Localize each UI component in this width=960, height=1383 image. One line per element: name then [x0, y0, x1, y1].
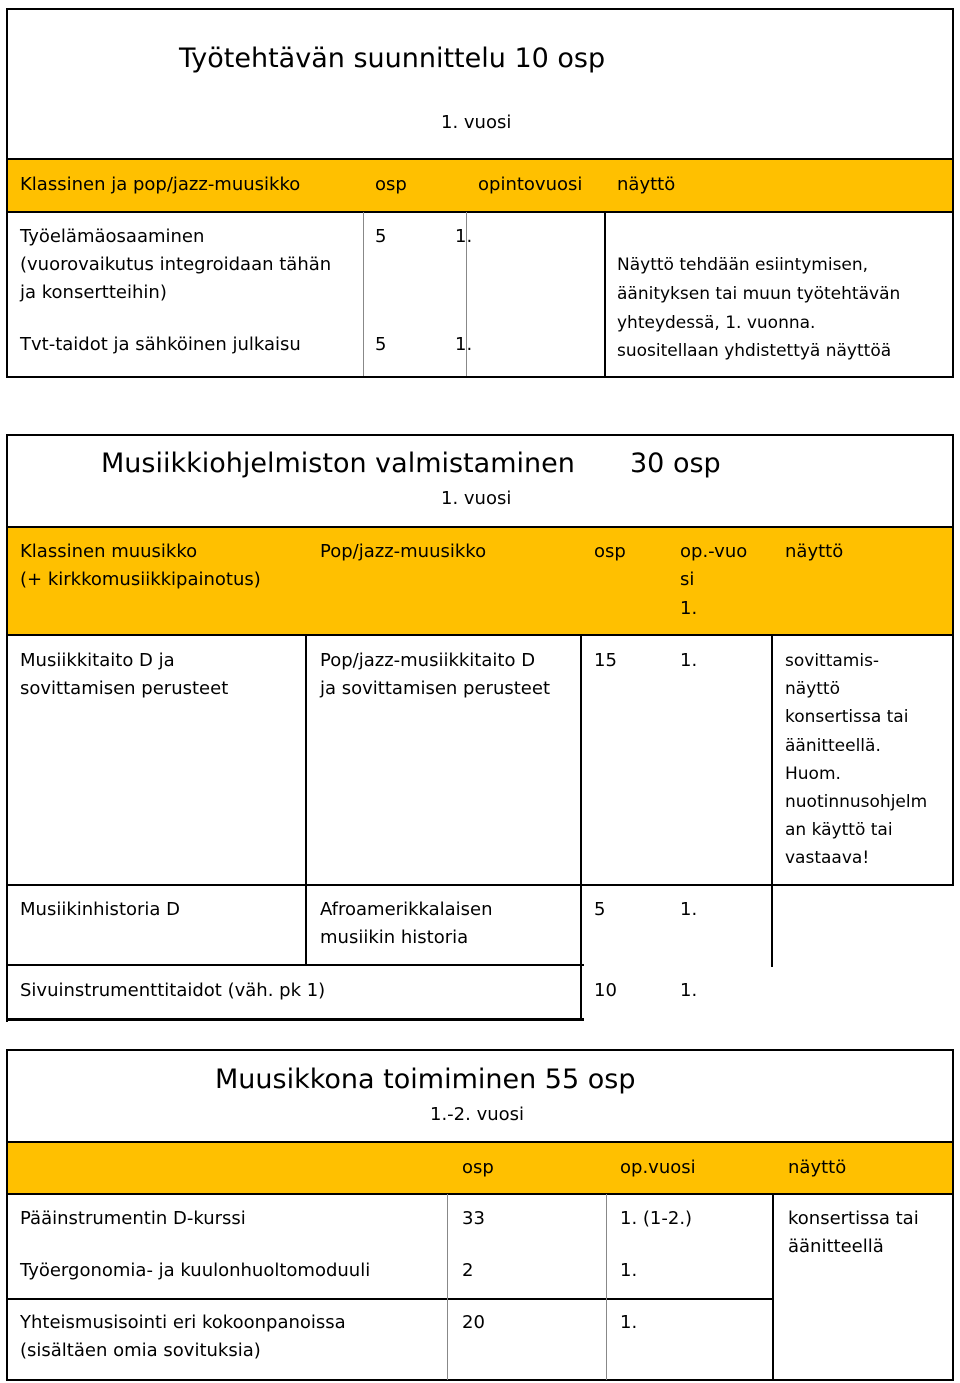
section3-bottom-border — [6, 1379, 954, 1381]
section2-header-col1-2: (+ kirkkomusiikkipainotus) — [20, 569, 261, 590]
section2-bottom-border — [6, 1018, 584, 1021]
section3-col-divider-2 — [606, 1194, 607, 1380]
section2-year: 1. vuosi — [441, 488, 512, 509]
section3-row1-osp: 33 — [462, 1208, 485, 1229]
section2-header-col1-1: Klassinen muusikko — [20, 541, 198, 562]
section1-year: 1. vuosi — [441, 112, 512, 133]
section1-row1-name-1: Työelämäosaaminen — [20, 226, 205, 247]
section1-top-border — [6, 8, 954, 10]
section2-header-bottom-line — [6, 634, 954, 636]
section2-row2-osp: 5 — [594, 899, 606, 920]
section3-row1-year: 1. (1-2.) — [620, 1208, 693, 1229]
section1-header-top-line — [6, 158, 954, 160]
section1-header-col2: osp — [375, 174, 407, 195]
section2-row1-naytto-5: Huom. — [785, 764, 841, 784]
section2-right-border — [952, 434, 954, 886]
section3-row3-name-1: Yhteismusisointi eri kokoonpanoissa — [20, 1312, 346, 1333]
section1-row2-osp: 5 — [375, 334, 387, 355]
section2-top-border — [6, 434, 954, 436]
section1-header-col3: opintovuosi — [478, 174, 583, 195]
section1-row2-name: Tvt-taidot ja sähköinen julkaisu — [20, 334, 301, 355]
section3-row2-name: Työergonomia- ja kuulonhuoltomoduuli — [20, 1260, 371, 1281]
section2-row1-naytto-6: nuotinnusohjelm — [785, 792, 928, 812]
section2-row1-naytto-7: an käyttö tai — [785, 820, 893, 840]
section1-row1-year: 1. — [455, 226, 473, 247]
section2-header-col4-3: 1. — [680, 598, 698, 619]
section2-title: Musiikkiohjelmiston valmistaminen — [101, 448, 575, 479]
section1-bottom-border — [6, 376, 954, 378]
section3-header-col4: näyttö — [788, 1157, 847, 1178]
section1-right-border — [952, 8, 954, 378]
section1-title: Työtehtävän suunnittelu 10 osp — [179, 43, 606, 74]
section3-col-divider-3 — [772, 1194, 774, 1380]
section3-header-bottom-line — [6, 1193, 954, 1195]
section1-row1-name-3: ja konsertteihin) — [20, 282, 167, 303]
section1-row1-name-2: (vuorovaikutus integroidaan tähän — [20, 254, 332, 275]
section1-header-col4: näyttö — [617, 174, 676, 195]
section2-left-border — [6, 434, 8, 1022]
section3-row3-year: 1. — [620, 1312, 638, 1333]
section2-row2-pop-1: Afroamerikkalaisen — [320, 899, 493, 920]
section1-header-col1: Klassinen ja pop/jazz-muusikko — [20, 174, 301, 195]
section3-naytto-2: äänitteellä — [788, 1236, 884, 1257]
section2-header-top-line — [6, 526, 954, 528]
section2-col-divider-3 — [771, 635, 773, 967]
section3-year: 1.-2. vuosi — [430, 1104, 525, 1125]
section2-row1-naytto-2: näyttö — [785, 679, 840, 699]
section2-row1-year: 1. — [680, 650, 698, 671]
section2-row2-classic: Musiikinhistoria D — [20, 899, 181, 920]
section1-naytto-2: äänityksen tai muun työtehtävän — [617, 284, 901, 304]
section3-left-border — [6, 1049, 8, 1381]
section2-row1-pop-2: ja sovittamisen perusteet — [320, 678, 551, 699]
section1-row2-year: 1. — [455, 334, 473, 355]
section2-row3-year: 1. — [680, 980, 698, 1001]
section1-naytto-3: yhteydessä, 1. vuonna. — [617, 313, 816, 333]
section2-header-col4-1: op.-vuo — [680, 541, 748, 562]
section3-row1-name: Pääinstrumentin D-kurssi — [20, 1208, 246, 1229]
section3-header-col3: op.vuosi — [620, 1157, 696, 1178]
section3-top-border — [6, 1049, 954, 1051]
section3-right-border — [952, 1049, 954, 1381]
section2-row1-naytto-4: äänitteellä. — [785, 736, 881, 756]
section2-col-divider-1 — [305, 635, 307, 965]
section1-col-divider-1 — [363, 212, 364, 376]
section2-row1-classic-1: Musiikkitaito D ja — [20, 650, 175, 671]
section3-header-top-line — [6, 1141, 954, 1143]
section3-header-col2: osp — [462, 1157, 494, 1178]
section2-row3-name: Sivuinstrumenttitaidot (väh. pk 1) — [20, 980, 326, 1001]
section2-col-divider-2 — [580, 635, 582, 1021]
section3-row2-osp: 2 — [462, 1260, 474, 1281]
section3-col-divider-1 — [447, 1194, 448, 1380]
section2-row3-osp: 10 — [594, 980, 617, 1001]
section1-header-bottom-line — [6, 211, 954, 213]
section2-row2-year: 1. — [680, 899, 698, 920]
section2-osp: 30 osp — [630, 448, 721, 479]
section1-col-divider-3 — [604, 212, 606, 376]
section3-row2-year: 1. — [620, 1260, 638, 1281]
section2-row2-pop-2: musiikin historia — [320, 927, 469, 948]
section3-row2-bottom-line — [6, 1298, 772, 1300]
section2-row1-naytto-1: sovittamis- — [785, 651, 880, 671]
section2-row1-bottom-line — [6, 884, 954, 886]
section2-header-col2: Pop/jazz-muusikko — [320, 541, 487, 562]
section2-row2-bottom-line — [6, 964, 584, 966]
section2-header-col5: näyttö — [785, 541, 844, 562]
section2-row1-naytto-3: konsertissa tai — [785, 707, 909, 727]
section3-row3-osp: 20 — [462, 1312, 485, 1333]
section2-row1-classic-2: sovittamisen perusteet — [20, 678, 229, 699]
section3-naytto-1: konsertissa tai — [788, 1208, 919, 1229]
section2-row1-pop-1: Pop/jazz-musiikkitaito D — [320, 650, 536, 671]
section1-row1-osp: 5 — [375, 226, 387, 247]
section2-header-col4-2: si — [680, 569, 695, 590]
section2-row1-naytto-8: vastaava! — [785, 848, 870, 868]
section2-row1-osp: 15 — [594, 650, 617, 671]
section1-left-border — [6, 8, 8, 378]
section1-naytto-4: suositellaan yhdistettyä näyttöä — [617, 341, 892, 361]
section3-title: Muusikkona toimiminen 55 osp — [215, 1064, 636, 1095]
section2-header-col3: osp — [594, 541, 626, 562]
section1-naytto-1: Näyttö tehdään esiintymisen, — [617, 255, 869, 275]
section3-row3-name-2: (sisältäen omia sovituksia) — [20, 1340, 261, 1361]
